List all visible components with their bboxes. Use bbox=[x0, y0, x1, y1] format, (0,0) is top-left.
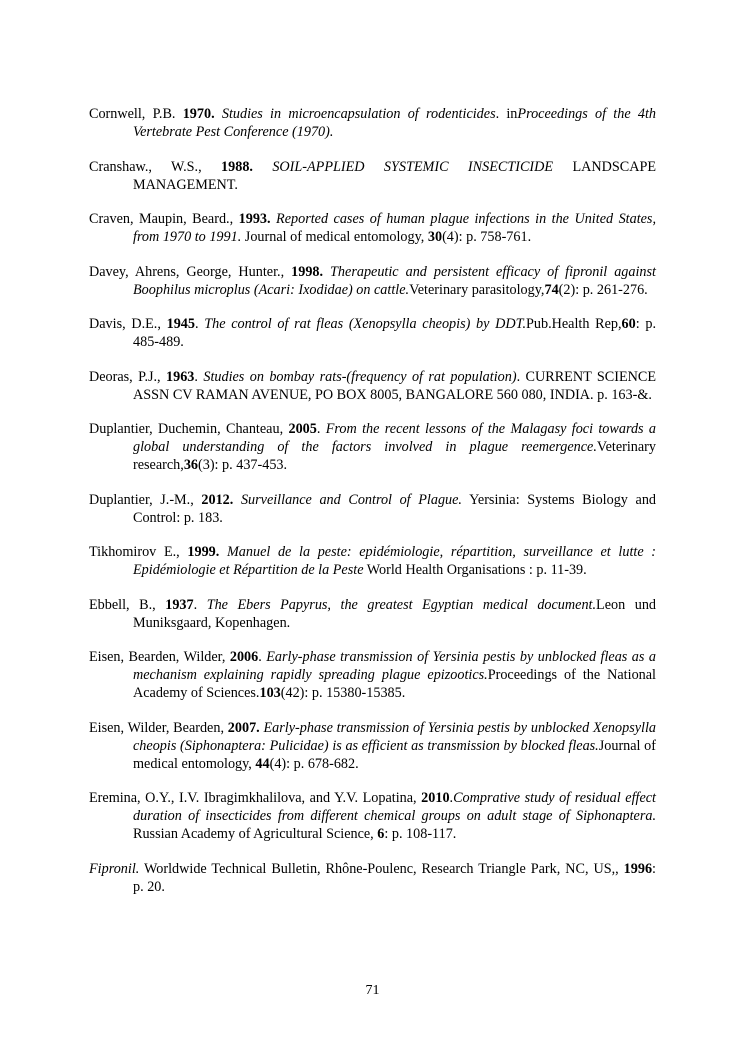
reference-title: Proceedings of the 4th Vertebrate Pest Conference (1970). bbox=[133, 106, 656, 140]
reference-title: Fipronil. bbox=[89, 860, 140, 877]
reference-list bbox=[89, 105, 656, 912]
reference-text: Russian Academy of Agricultural Science, bbox=[133, 826, 378, 842]
reference-entry bbox=[89, 860, 656, 896]
reference-text: World Health Organisations : p. 11-39. bbox=[363, 562, 587, 578]
reference-text: . bbox=[449, 790, 454, 806]
reference-title: Studies on bombay rats-(frequency of rat population) bbox=[203, 368, 517, 385]
reference-text: Veterinary parasitology, bbox=[409, 281, 545, 298]
reference-entry bbox=[89, 543, 656, 579]
reference-text: Cranshaw., W.S., bbox=[89, 158, 222, 175]
reference-title: The control of rat fleas (Xenopsylla cheopis) by DDT. bbox=[204, 316, 526, 332]
reference-text: Duplantier, Duchemin, Chanteau, bbox=[89, 421, 289, 437]
reference-bold-text: 1963 bbox=[166, 368, 195, 385]
reference-text: Leon und Muniksgaard, Kopenhagen. bbox=[133, 596, 657, 631]
reference-text: Davey, Ahrens, George, Hunter., bbox=[89, 263, 292, 280]
reference-entry bbox=[89, 263, 656, 299]
reference-bold-text: 2012. bbox=[201, 491, 234, 508]
reference-entry bbox=[89, 105, 656, 141]
reference-text: Journal of medical entomology, bbox=[241, 229, 428, 245]
reference-bold-text: 60 bbox=[621, 316, 636, 332]
reference-text: Tikhomirov E., bbox=[89, 544, 188, 560]
reference-text: . CURRENT SCIENCE ASSN CV RAMAN AVENUE, PO BOX 8005, BANGALORE 560 080, INDIA. p. 163-&. bbox=[133, 368, 657, 403]
reference-entry bbox=[89, 210, 656, 246]
reference-text: Davis, D.E., bbox=[89, 316, 167, 332]
reference-text: Veterinary research, bbox=[133, 439, 656, 473]
reference-text: Worldwide Technical Bulletin, Rhône-Poulenc, Research Triangle Park, NC, US,, bbox=[139, 860, 624, 877]
reference-text: LANDSCAPE MANAGEMENT. bbox=[133, 158, 656, 193]
reference-text bbox=[323, 264, 330, 280]
reference-title: Studies in microencapsulation of rodenticides bbox=[221, 106, 496, 122]
reference-text: Proceedings of the National Academy of Sciences. bbox=[133, 667, 656, 701]
reference-bold-text: 1988. bbox=[221, 158, 253, 175]
reference-text: Eremina, O.Y., I.V. Ibragimkhalilova, and Y.V. Lopatina, bbox=[89, 790, 422, 806]
reference-text: (42): p. 15380-15385. bbox=[280, 685, 406, 701]
reference-text: . bbox=[194, 368, 204, 385]
reference-text: Craven, Maupin, Beard., bbox=[89, 211, 239, 227]
reference-entry bbox=[89, 491, 656, 527]
reference-entry bbox=[89, 315, 656, 351]
reference-bold-text: 1998. bbox=[291, 263, 324, 280]
reference-entry bbox=[89, 719, 656, 773]
reference-title: Reported cases of human plague infections in the United States, from 1970 to 1991. bbox=[133, 211, 657, 245]
reference-bold-text: 44 bbox=[255, 755, 270, 772]
reference-entry bbox=[89, 158, 656, 194]
reference-title: Comprative study of residual effect duration of insecticides from different chemical groups on adult stage of Siphonaptera. bbox=[133, 790, 656, 824]
reference-text: Pub.Health Rep, bbox=[526, 316, 622, 332]
reference-text: Eisen, Wilder, Bearden, bbox=[89, 719, 228, 736]
reference-text: Deoras, P.J., bbox=[89, 368, 167, 385]
reference-text bbox=[253, 159, 272, 175]
reference-text: . bbox=[316, 421, 326, 437]
page-number: 71 bbox=[365, 983, 380, 998]
reference-text: . bbox=[258, 649, 267, 665]
reference-text: Eisen, Bearden, Wilder, bbox=[89, 649, 230, 665]
reference-bold-text: 1996 bbox=[623, 860, 653, 877]
reference-title: The Ebers Papyrus, the greatest Egyptian medical document. bbox=[206, 596, 597, 613]
reference-text: Ebbell, B., bbox=[89, 596, 166, 613]
reference-text: . in bbox=[495, 106, 518, 122]
reference-bold-text: 2007. bbox=[227, 719, 260, 736]
reference-entry bbox=[89, 368, 656, 404]
reference-entry bbox=[89, 420, 656, 474]
reference-bold-text: 36 bbox=[183, 457, 198, 473]
reference-entry bbox=[89, 596, 656, 632]
reference-bold-text: 2006 bbox=[229, 649, 259, 665]
reference-text: : p. 485-489. bbox=[133, 316, 657, 350]
reference-title: SOIL-APPLIED SYSTEMIC INSECTICIDE bbox=[272, 158, 554, 175]
reference-text: Duplantier, J.-M., bbox=[89, 491, 202, 508]
reference-text: . bbox=[194, 316, 205, 332]
reference-text: (4): p. 678-682. bbox=[269, 755, 359, 772]
reference-entry bbox=[89, 789, 656, 843]
reference-text: . bbox=[193, 596, 207, 613]
reference-text: Cornwell, P.B. bbox=[89, 106, 183, 122]
reference-title: Manuel de la peste: epidémiologie, répartition, surveillance et lutte : Epidémiologie et Répartition de la Peste bbox=[133, 544, 657, 578]
reference-title: Therapeutic and persistent efficacy of fipronil against Boophilus microplus (Acari: Ixodidae) on cattle. bbox=[133, 263, 656, 298]
reference-title: Early-phase transmission of Yersinia pestis by unblocked Xenopsylla cheopis (Siphonaptera: Pulicidae) is as efficient as transmission by blocked fleas. bbox=[133, 719, 656, 754]
reference-text: Journal of medical entomology, bbox=[133, 737, 656, 772]
reference-bold-text: 1970. bbox=[182, 106, 215, 122]
reference-text: : p. 20. bbox=[133, 860, 656, 895]
reference-entry bbox=[89, 648, 656, 702]
reference-bold-text: 1945 bbox=[166, 316, 195, 332]
reference-text: Yersinia: Systems Biology and Control: p. 183. bbox=[133, 491, 657, 526]
reference-bold-text: 1937 bbox=[165, 596, 194, 613]
reference-text: (4): p. 758-761. bbox=[442, 229, 532, 245]
reference-title: From the recent lessons of the Malagasy foci towards a global understanding of the factors involved in plague reemergence. bbox=[133, 421, 657, 455]
reference-text: (3): p. 437-453. bbox=[198, 457, 288, 473]
reference-bold-text: 1993. bbox=[238, 211, 271, 227]
reference-title: Surveillance and Control of Plague. bbox=[240, 491, 462, 508]
reference-bold-text: 103 bbox=[259, 685, 281, 701]
reference-text: : p. 108-117. bbox=[384, 826, 457, 842]
reference-bold-text: 30 bbox=[427, 229, 443, 245]
reference-text bbox=[215, 106, 222, 122]
reference-bold-text: 74 bbox=[544, 281, 559, 298]
reference-bold-text: 1999. bbox=[187, 544, 220, 560]
reference-text bbox=[233, 492, 241, 508]
reference-text bbox=[219, 544, 227, 560]
reference-title: Early-phase transmission of Yersinia pestis by unblocked fleas as a mechanism explaining rapidly spreading plague epizootics. bbox=[133, 649, 656, 683]
reference-bold-text: 6 bbox=[377, 826, 385, 842]
reference-text: (2): p. 261-276. bbox=[558, 281, 648, 298]
reference-bold-text: 2010 bbox=[421, 790, 450, 806]
reference-bold-text: 2005 bbox=[288, 421, 317, 437]
